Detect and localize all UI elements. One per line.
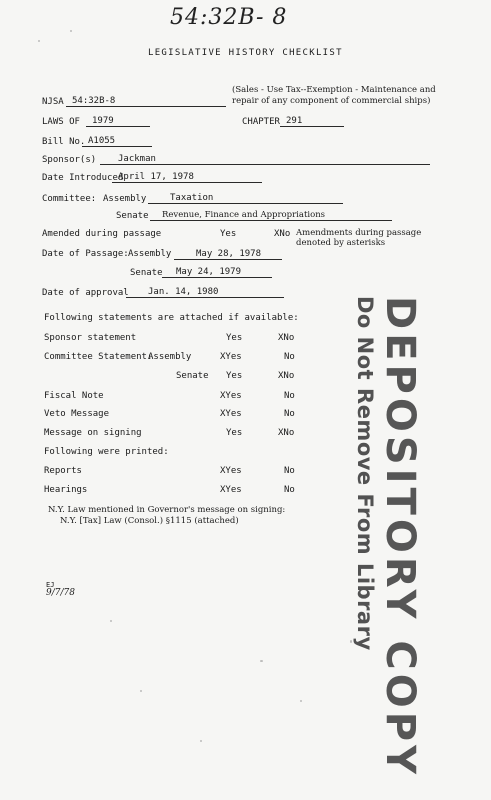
date-of-approval-label: Date of approval xyxy=(42,288,129,298)
sponsor-value: Jackman xyxy=(100,154,430,165)
njsa-label: NJSA xyxy=(42,97,64,107)
scan-speck xyxy=(300,700,302,702)
sponsor-label: Sponsor(s) xyxy=(42,155,97,165)
amendments-note: Amendments during passage denoted by asterisks xyxy=(296,228,422,248)
page-title: LEGISLATIVE HISTORY CHECKLIST xyxy=(148,48,343,58)
handwritten-date: 9/7/78 xyxy=(46,588,75,598)
passage-assembly-value: May 28, 1978 xyxy=(174,249,282,260)
scan-speck xyxy=(38,40,40,42)
committee-label: Committee: xyxy=(42,194,97,204)
passage-assembly-label: Assembly xyxy=(128,249,172,259)
item-yes: Yes xyxy=(226,333,243,343)
committee-assembly-value: Taxation xyxy=(148,193,343,204)
initials-mark: EJ xyxy=(46,581,55,589)
item-yes: Yes xyxy=(226,371,243,381)
scan-speck xyxy=(110,620,112,622)
scan-speck xyxy=(350,640,352,643)
item-no: XNo xyxy=(278,333,295,343)
printed-item-yes: XYes xyxy=(220,485,242,495)
ny-law-reference: N.Y. [Tax] Law (Consol.) §1115 (attached) xyxy=(60,516,239,526)
bill-no-value: A1055 xyxy=(82,136,152,147)
passage-senate-value: May 24, 1979 xyxy=(162,267,272,278)
njsa-value: 54:32B-8 xyxy=(66,96,226,107)
printed-item-no: No xyxy=(284,466,295,476)
committee-senate-label: Senate xyxy=(116,211,149,221)
amended-yes: Yes xyxy=(220,229,237,239)
scan-speck xyxy=(140,690,142,692)
laws-of-label: LAWS OF xyxy=(42,117,80,127)
depository-stamp xyxy=(346,296,446,778)
item-label: Fiscal Note xyxy=(44,391,104,401)
handwritten-file-number: 54:32B- 8 xyxy=(170,5,288,30)
printed-item-label: Reports xyxy=(44,466,82,476)
following-printed-heading: Following were printed: xyxy=(44,447,169,457)
date-introduced-label: Date Introduced xyxy=(42,173,124,183)
printed-item-label: Hearings xyxy=(44,485,88,495)
date-of-passage-label: Date of Passage: xyxy=(42,249,129,259)
item-label: Message on signing xyxy=(44,428,142,438)
stamp-depository-copy: DEPOSITORY COPY xyxy=(377,296,423,778)
amended-label: Amended during passage xyxy=(42,229,162,239)
item-sub-label: Senate xyxy=(176,371,209,381)
committee-assembly-label: Assembly xyxy=(103,194,147,204)
governor-message-note: N.Y. Law mentioned in Governor's message on signing: xyxy=(48,505,286,515)
scan-speck xyxy=(70,30,72,32)
stamp-do-not-remove: Do Not Remove From Library xyxy=(353,296,377,651)
item-no: XNo xyxy=(278,428,295,438)
printed-item-yes: XYes xyxy=(220,466,242,476)
scan-speck xyxy=(260,660,263,662)
item-no: No xyxy=(284,352,295,362)
item-yes: XYes xyxy=(220,409,242,419)
item-no: No xyxy=(284,409,295,419)
following-attached-heading: Following statements are attached if available: xyxy=(44,313,299,323)
date-introduced-value: April 17, 1978 xyxy=(112,172,262,183)
chapter-label: CHAPTER xyxy=(242,117,280,127)
statute-description: (Sales - Use Tax--Exemption - Maintenance and repair of any component of commercial ships) xyxy=(232,85,436,106)
date-of-approval-value: Jan. 14, 1980 xyxy=(126,287,284,298)
item-sub-label: Assembly xyxy=(148,352,192,362)
item-label: Committee Statement: xyxy=(44,352,153,362)
item-yes: XYes xyxy=(220,391,242,401)
item-label: Sponsor statement xyxy=(44,333,137,343)
committee-senate-value: Revenue, Finance and Appropriations xyxy=(150,210,392,221)
printed-item-no: No xyxy=(284,485,295,495)
passage-senate-label: Senate xyxy=(130,268,163,278)
item-label: Veto Message xyxy=(44,409,110,419)
scan-speck xyxy=(200,740,202,742)
item-yes: Yes xyxy=(226,428,243,438)
chapter-value: 291 xyxy=(280,116,344,127)
amended-no-checked: XNo xyxy=(274,229,291,239)
item-no: No xyxy=(284,391,295,401)
item-yes: XYes xyxy=(220,352,242,362)
item-no: XNo xyxy=(278,371,295,381)
bill-no-label: Bill No. xyxy=(42,137,86,147)
laws-of-value: 1979 xyxy=(86,116,150,127)
